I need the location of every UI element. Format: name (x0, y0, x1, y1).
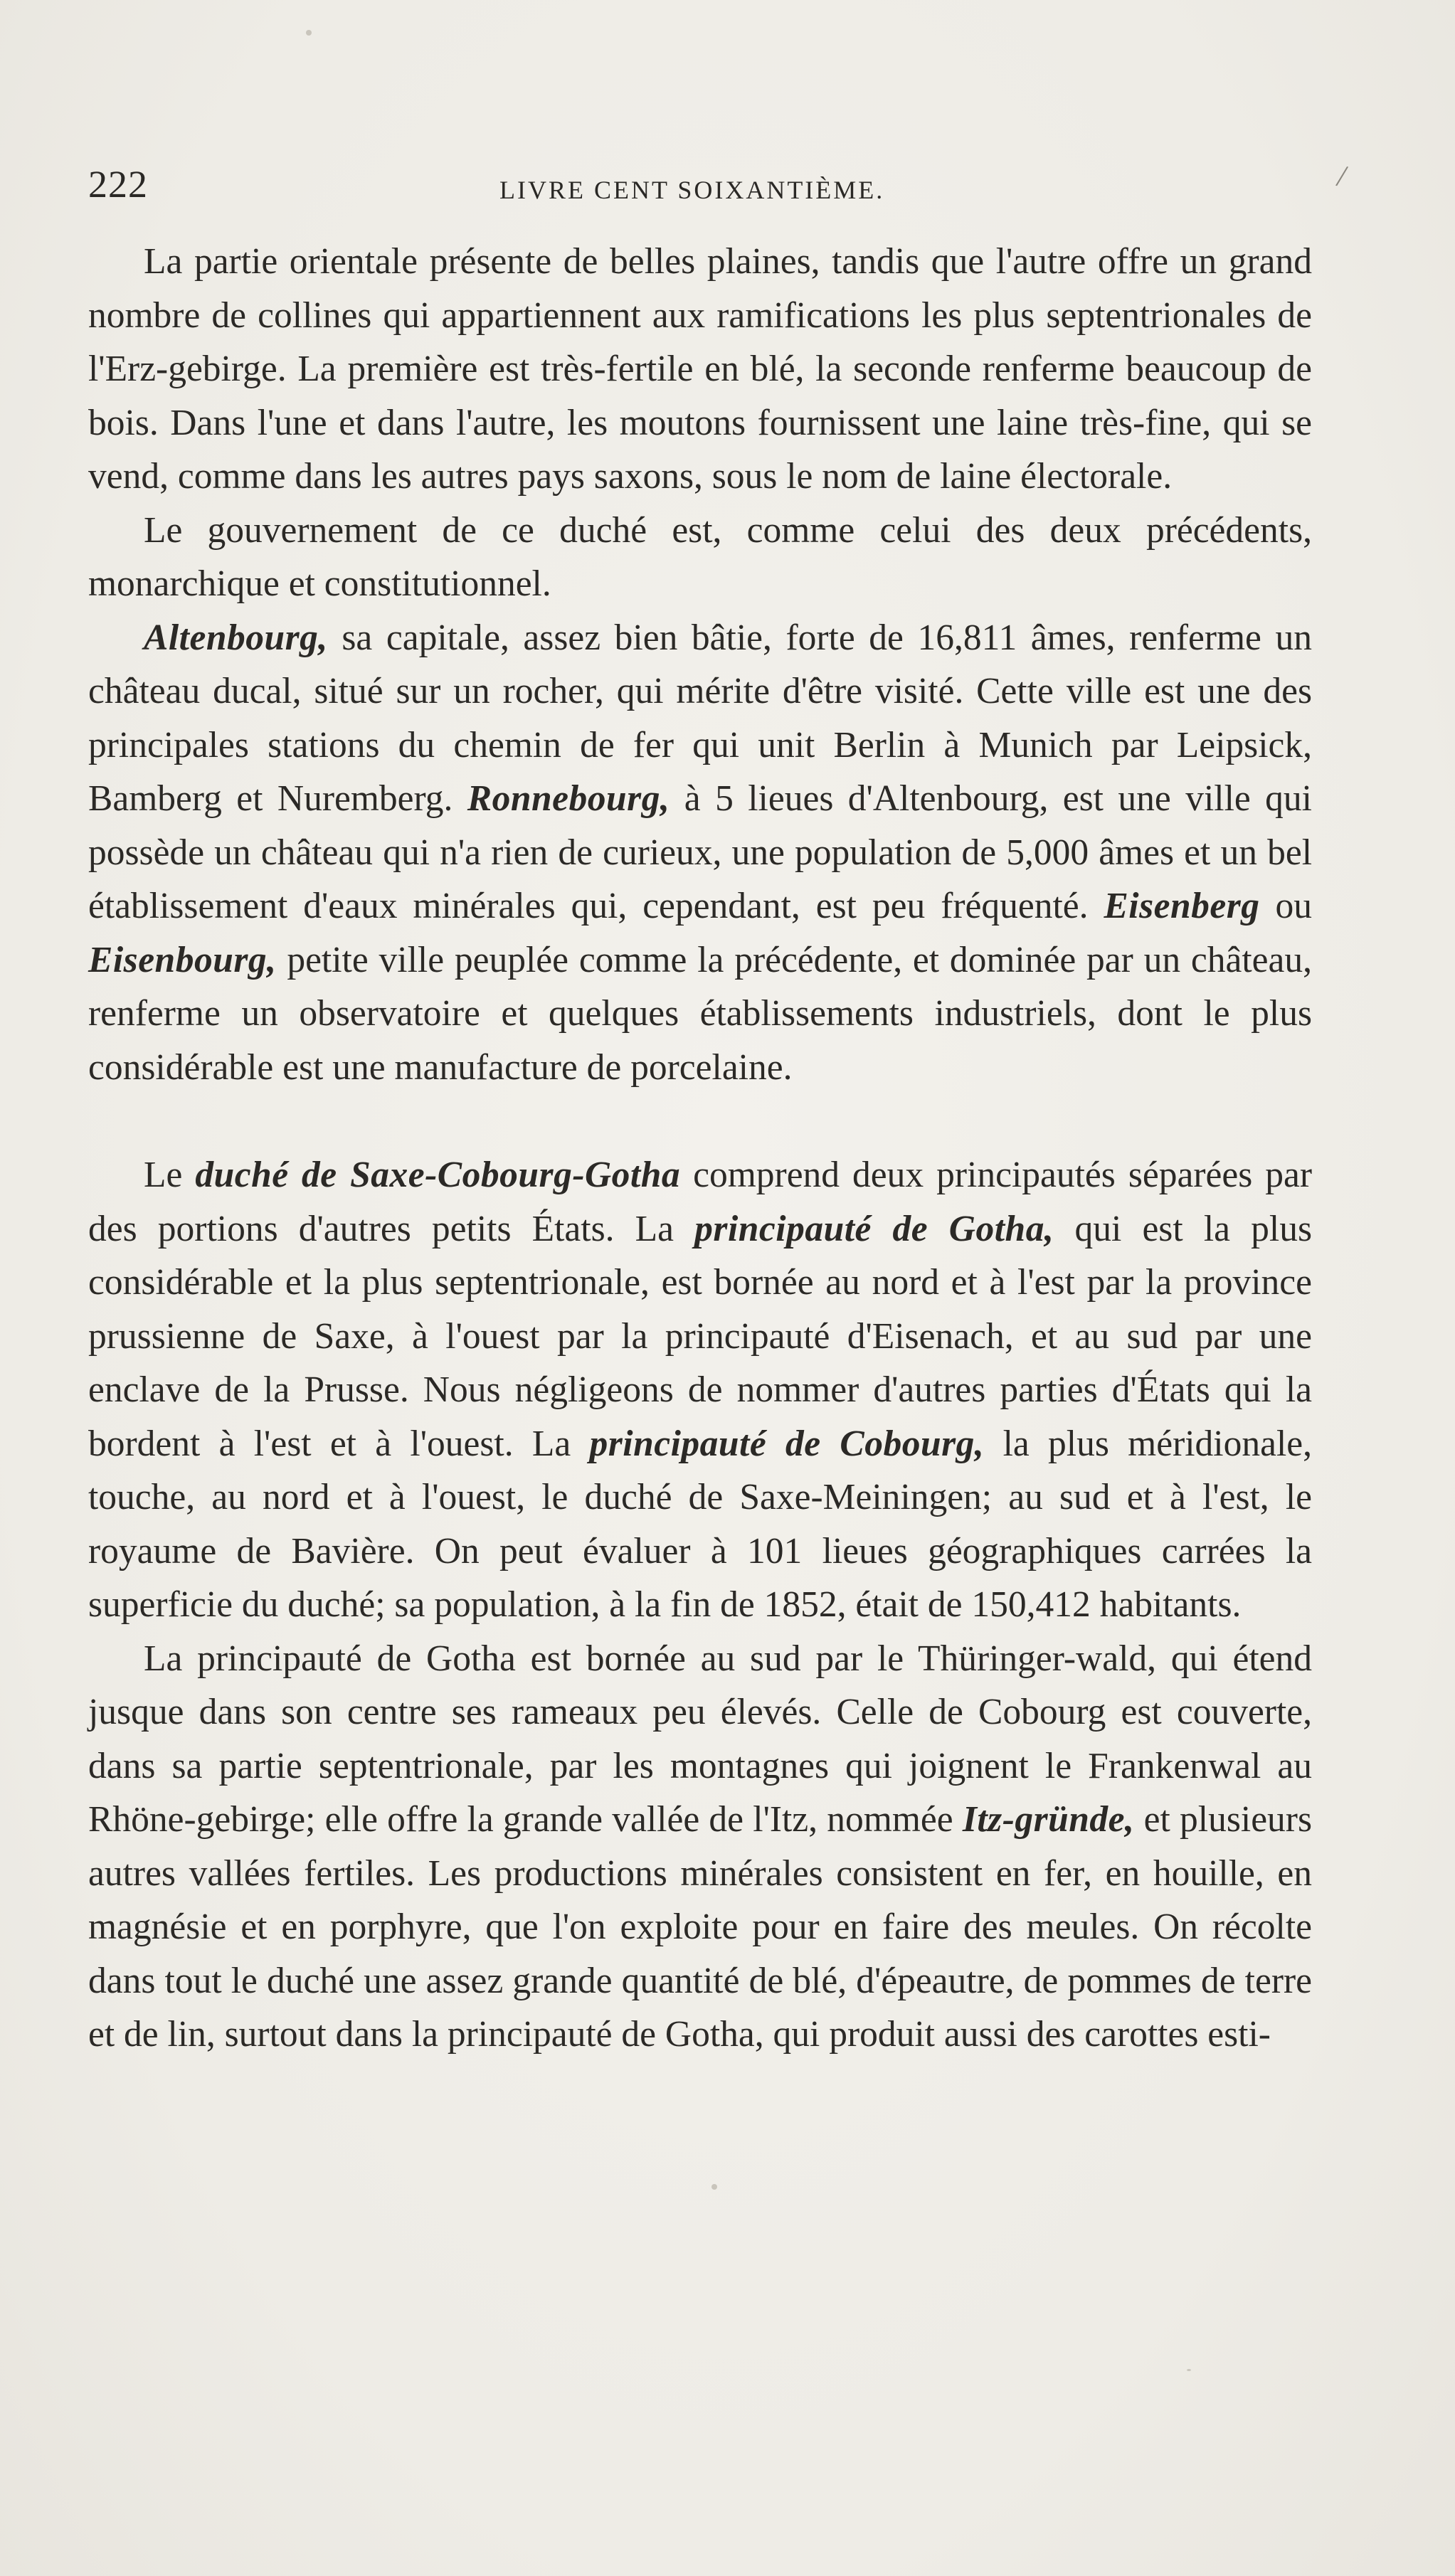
text-run: ou (1259, 886, 1313, 926)
text-run: et plusieurs autres vallées fertiles. Les productions minérales consistent en fer, en houille, en magnésie et en porphyre, que l'on exploite pour en faire des meules. On récolte dans tout le duché une assez grande quantité de blé, d'épeautre, de pommes de terre et de lin, surtout dans la principauté de Gotha, qui produit aussi des carottes esti- (88, 1799, 1312, 2055)
text-run: Le gouvernement de ce duché est, comme celui des deux précédents, monarchique et constitutionnel. (88, 509, 1312, 604)
italic-term: Itz-gründe, (962, 1799, 1135, 1840)
paragraph-1 (88, 235, 1312, 504)
italic-term: Ronnebourg, (467, 778, 670, 819)
text-run: comprend deux principautés séparées par des portions d'autres petits États. La (88, 1155, 1312, 1249)
margin-pencil-mark: / (1334, 158, 1350, 194)
italic-term: principauté de Gotha, (694, 1208, 1054, 1249)
body-text (88, 235, 1312, 2062)
text-run: à 5 lieues d'Altenbourg, est une ville qui possède un château qui n'a rien de curieux, une population de 5,000 âmes et un bel établissement d'eaux minérales qui, cependant, est peu fréquenté. (88, 778, 1312, 926)
paper-speck (1187, 2369, 1191, 2371)
italic-term: duché de Saxe-Cobourg-Gotha (195, 1155, 681, 1195)
page-number: 222 (88, 163, 148, 206)
italic-term: Eisenberg (1104, 886, 1260, 926)
paragraph-3 (88, 611, 1312, 1095)
text-run: petite ville peuplée comme la précédente, et dominée par un château, renferme un observatoire et quelques établissements industriels, dont le plus considérable est une manufacture de porcelaine. (88, 939, 1312, 1088)
paper-speck (306, 30, 312, 36)
text-run: la plus méridionale, touche, au nord et à l'ouest, le duché de Saxe-Meiningen; au sud et à l'est, le royaume de Bavière. On peut évaluer à 101 lieues géographiques carrées la superficie du duché; sa population, à la fin de 1852, était de 150,412 habitants. (88, 1423, 1313, 1625)
paragraph-5 (88, 1632, 1312, 2062)
italic-term: Altenbourg, (144, 617, 328, 658)
page-header (88, 162, 1340, 212)
italic-term: principauté de Cobourg, (589, 1423, 985, 1464)
text-run: La principauté de Gotha est bornée au sud par le Thüringer-wald, qui étend jusque dans son centre ses rameaux peu élevés. Celle de Cobourg est couverte, dans sa partie septentrionale, par les montagnes qui joignent le Frankenwal au Rhöne-gebirge; elle offre la grande vallée de l'Itz, nommée (88, 1638, 1312, 1840)
paragraph-2 (88, 504, 1312, 611)
text-run: sa capitale, assez bien bâtie, forte de 16,811 âmes, renferme un château ducal, situé sur un rocher, qui mérite d'être visité. Cette ville est une des principales stations du chemin de fer qui unit Berlin à Munich par Leipsick, Bamberg et Nuremberg. (88, 617, 1312, 819)
text-run: Le (144, 1155, 196, 1195)
running-head: LIVRE CENT SOIXANTIÈME. (499, 176, 885, 204)
text-run: qui est la plus considérable et la plus septentrionale, est bornée au nord et à l'est par la province prussienne de Saxe, à l'ouest par la principauté d'Eisenach, et au sud par une enclave de la Prusse. Nous négligeons de nommer d'autres parties d'États qui la bordent à l'est et à l'ouest. La (88, 1208, 1312, 1464)
paper-speck (711, 2184, 717, 2190)
italic-term: Eisenbourg, (88, 939, 277, 980)
text-run: La partie orientale présente de belles plaines, tandis que l'autre offre un grand nombre de collines qui appartiennent aux ramifications les plus septentrionales de l'Erz-gebirge. La première est très-fertile en blé, la seconde renferme beaucoup de bois. Dans l'une et dans l'autre, les moutons fournissent une laine très-fine, qui se vend, comme dans les autres pays saxons, sous le nom de laine électorale. (88, 241, 1312, 497)
paragraph-4 (88, 1148, 1312, 1632)
